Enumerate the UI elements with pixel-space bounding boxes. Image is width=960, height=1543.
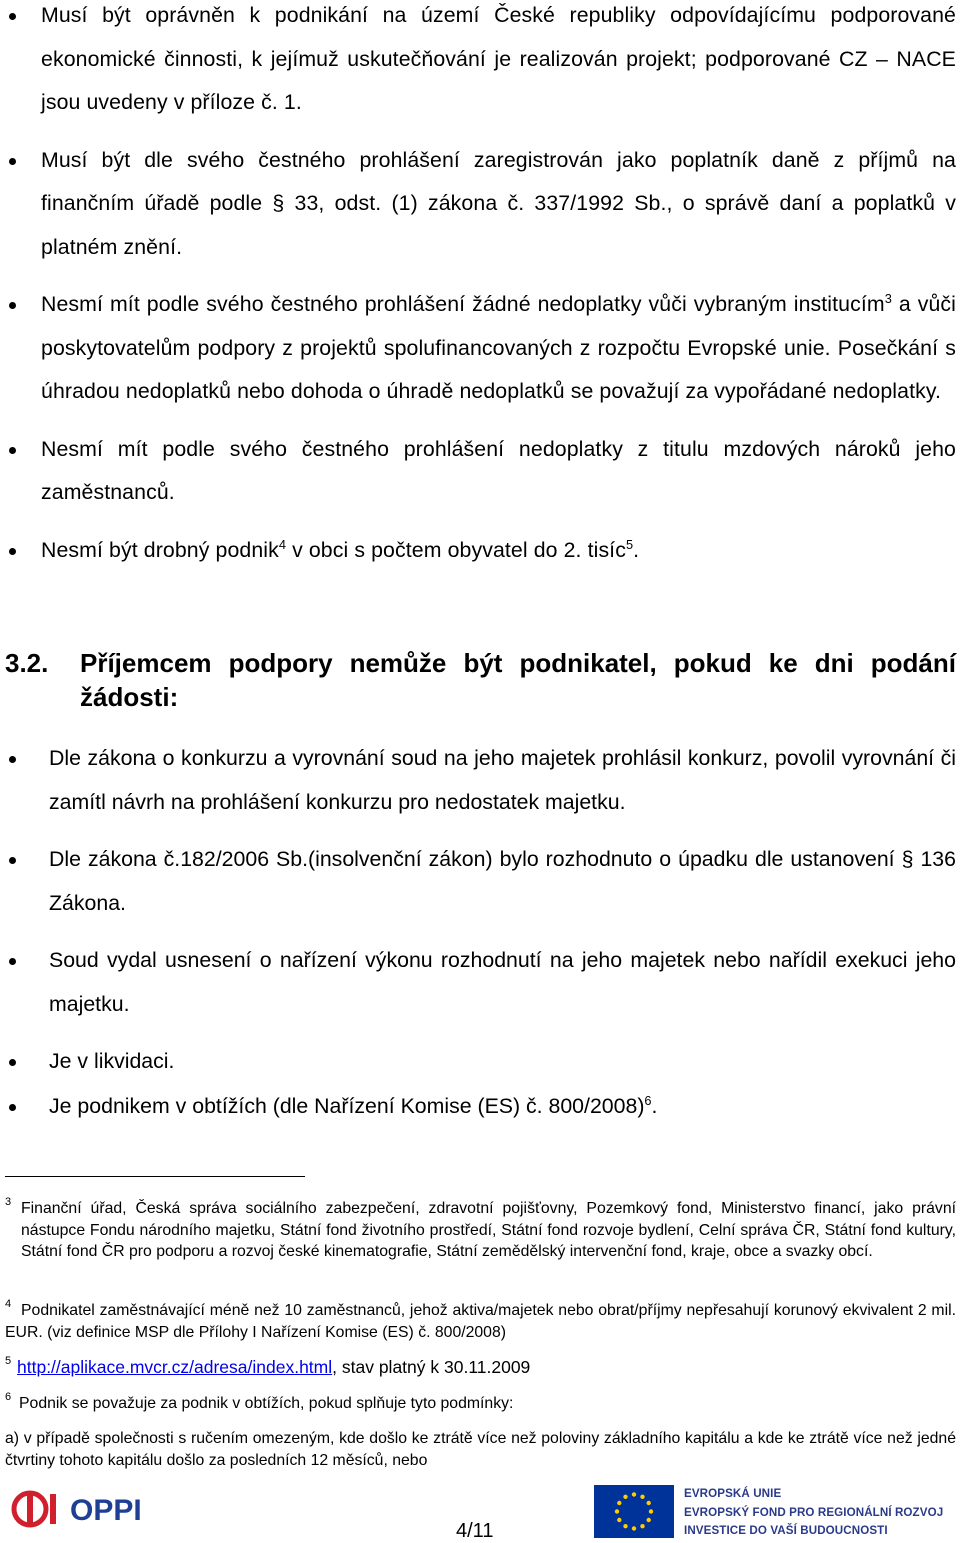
page-number: 4/11 [456, 1520, 494, 1542]
bullet-icon [9, 1059, 16, 1066]
footnote-ref[interactable]: 4 [278, 536, 287, 552]
eu-fund-text [684, 1485, 954, 1541]
list-item [49, 1085, 956, 1129]
section-number: 3.2. [5, 648, 49, 678]
list-item [49, 737, 956, 824]
list-item-text: Dle zákona o konkurzu a vyrovnání soud na jeho majetek prohlásil konkurz, povolil vyrovnání či zamítl návrh na prohlášení konkurzu pro nedostatek majetku. [49, 746, 956, 814]
bullet-icon [9, 857, 16, 864]
footnote-text: Podnikatel zaměstnávající méně než 10 zaměstnanců, jehož aktiva/majetek nebo obrat/příjmy nepřesahují korunový ekvivalent 2 mil. EUR. (viz definice MSP dle Přílohy I Nařízení Komise (ES) č. 800/2008) [5, 1302, 956, 1341]
footnote-mark: 5 [5, 1355, 12, 1367]
eu-star-icon [617, 1518, 621, 1522]
list-item-text: Nesmí mít podle svého čestného prohlášení nedoplatky z titulu mzdových nároků jeho zaměstnanců. [41, 436, 956, 504]
footnote-text: Finanční úřad, Česká správa sociálního zabezpečení, zdravotní pojišťovny, Pozemkový fond, Ministerstvo financí, jako právní nástupce Fondu národního majetku, Státní fond životního prostředí, Státní fond rozvoje bydlení, Celní správa ČR, Státní fond kultury, Státní fond ČR pro podporu a rozvoj české kinematografie, Státní zemědělský intervenční fond, kraje, obce a svazky obcí. [21, 1200, 956, 1260]
eu-line: EVROPSKÁ UNIE [684, 1487, 782, 1500]
list-item-text: a vůči poskytovatelům podpory z projektů spolufinancovaných z rozpočtu Evropské unie. Posečkání s úhradou nedoplatků nebo dohoda o úhradě nedoplatků se považují za vypořádané nedoplatky. [41, 292, 956, 403]
list-item-text: Dle zákona č.182/2006 Sb.(insolvenční zákon) bylo rozhodnuto o úpadku dle ustanovení § 136 Zákona. [49, 847, 956, 915]
list-item [49, 1040, 956, 1084]
list-item-text: . [633, 537, 640, 562]
footnote [5, 1300, 956, 1343]
list-item-text: Nesmí být drobný podnik [41, 537, 279, 562]
eu-star-icon [649, 1509, 653, 1513]
footnote-divider [5, 1176, 305, 1177]
list-item [41, 529, 956, 573]
eu-star-icon [640, 1524, 644, 1528]
oppi-logo [10, 1487, 170, 1531]
bullet-icon [9, 447, 16, 454]
list-item [41, 428, 956, 515]
section-heading [5, 646, 956, 714]
bullet-icon [9, 158, 16, 165]
footnote-mark: 6 [5, 1391, 12, 1403]
logo-text: OPPI [70, 1494, 142, 1527]
list-item-text: Soud vydal usnesení o nařízení výkonu rozhodnutí na jeho majetek nebo nařídil exekuci jeho majetku. [49, 948, 956, 1016]
eu-star-icon [615, 1509, 619, 1513]
list-item-text: Musí být dle svého čestného prohlášení zaregistrován jako poplatník daně z příjmů na finančním úřadě podle § 33, odst. (1) zákona č. 337/1992 Sb., o správě daní a poplatků v platném znění. [41, 147, 956, 259]
footnote-mark: 4 [5, 1298, 12, 1310]
eu-star-icon [623, 1495, 627, 1499]
bullet-icon [9, 302, 16, 309]
footnote [5, 1393, 956, 1415]
eu-star-icon [640, 1495, 644, 1499]
eu-star-icon [647, 1518, 651, 1522]
footnote-text: a) v případě společnosti s ručením omezeným, kde došlo ke ztrátě více než poloviny základního kapitálu a kde ke ztrátě více než jedné čtvrtiny tohoto kapitálu došlo za posledních 12 měsíců, nebo [5, 1430, 956, 1469]
bullet-icon [9, 548, 16, 555]
list-item [41, 283, 956, 414]
list-item-text: Nesmí mít podle svého čestného prohlášení žádné nedoplatky vůči vybraným institucím [41, 292, 885, 316]
footnote-ref[interactable]: 5 [625, 536, 634, 552]
bullet-icon [9, 958, 16, 965]
eu-star-icon [632, 1492, 636, 1496]
eu-star-icon [647, 1501, 651, 1505]
eligibility-list [41, 0, 956, 586]
list-item [41, 0, 956, 125]
bullet-icon [9, 756, 16, 763]
list-item-text: . [651, 1093, 658, 1118]
eu-star-icon [632, 1526, 636, 1530]
list-item-text: v obci s počtem obyvatel do 2. tisíc [286, 537, 626, 562]
footnote-text: , stav platný k 30.11.2009 [332, 1357, 531, 1377]
list-item [49, 838, 956, 925]
eu-line: INVESTICE DO VAŠÍ BUDOUCNOSTI [684, 1524, 888, 1537]
eu-flag-icon [594, 1485, 674, 1538]
footnote-ref[interactable]: 3 [884, 290, 892, 306]
address-link[interactable]: http://aplikace.mvcr.cz/adresa/index.html [17, 1357, 333, 1377]
list-item-text: Musí být oprávněn k podnikání na území České republiky odpovídajícímu podporované ekonomické činnosti, k jejímuž uskutečňování je realizován projekt; podporované CZ – NACE jsou uvedeny v příloze č. 1. [41, 3, 956, 114]
footnote [5, 1428, 956, 1471]
eu-star-icon [623, 1524, 627, 1528]
list-item [41, 139, 956, 270]
footnote-mark: 3 [5, 1196, 12, 1208]
eu-star-icon [617, 1501, 621, 1505]
bullet-icon [9, 13, 16, 20]
footnote-ref[interactable]: 6 [644, 1092, 652, 1108]
footnote [5, 1198, 956, 1263]
exclusion-list [49, 737, 956, 1142]
list-item-text: Je v likvidaci. [49, 1049, 175, 1073]
footnote-text: Podnik se považuje za podnik v obtížích, pokud splňuje tyto podmínky: [19, 1395, 514, 1412]
list-item-text: Je podnikem v obtížích (dle Nařízení Komise (ES) č. 800/2008) [49, 1093, 645, 1118]
footnote [5, 1357, 956, 1379]
bullet-icon [9, 1104, 16, 1111]
eu-line: EVROPSKÝ FOND PRO REGIONÁLNÍ ROZVOJ [684, 1505, 944, 1519]
list-item [49, 939, 956, 1026]
section-title: Příjemcem podpory nemůže být podnikatel, pokud ke dni podání žádosti: [80, 648, 956, 712]
